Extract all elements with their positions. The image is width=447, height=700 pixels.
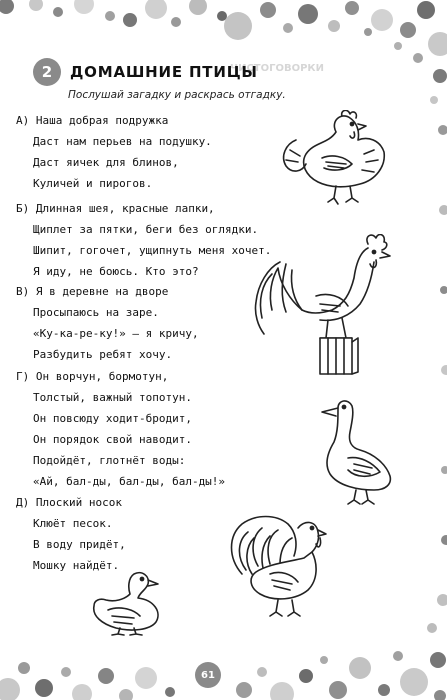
riddle-line: Толстый, важный топотун. (33, 391, 192, 404)
riddle-label: В) (16, 285, 30, 298)
riddle-line: Даст яичек для блинов, (33, 156, 179, 169)
riddle-label: Г) (16, 370, 30, 383)
section-header (33, 58, 258, 86)
riddle-line: А) Наша добрая подружка (16, 114, 169, 127)
riddle-d (16, 492, 126, 576)
riddle-line: Разбудить ребят хочу. (33, 348, 173, 361)
riddle-line: Подойдёт, глотнёт воды: (33, 454, 186, 467)
riddle-line: В) Я в деревне на дворе (16, 285, 169, 298)
section-title: ДОМАШНИЕ ПТИЦЫ (70, 63, 258, 81)
bleed-through-text: ЧИСТОГОВОРКИ (230, 63, 324, 74)
riddle-line: Он повсюду ходит-бродит, (33, 412, 192, 425)
riddle-line: Г) Он ворчун, бормотун, (16, 370, 169, 383)
hen-icon (276, 110, 388, 206)
riddle-a (16, 110, 212, 194)
instruction-text: Послушай загадку и раскрась отгадку. (68, 89, 286, 101)
turkey-icon (222, 514, 340, 620)
riddle-g (16, 366, 225, 492)
riddle-line: Я иду, не боюсь. Кто это? (33, 265, 199, 278)
riddle-line: Мошку найдёт. (33, 559, 120, 572)
riddle-line: Даст нам перьев на подушку. (33, 135, 212, 148)
riddle-label: Б) (16, 202, 30, 215)
riddle-label: Д) (16, 496, 30, 509)
duck-icon (84, 568, 162, 636)
riddle-b (16, 198, 271, 282)
page-number: 61 (195, 662, 221, 688)
riddle-v (16, 281, 199, 365)
riddle-line: Шипит, гогочет, ущипнуть меня хочет. (33, 244, 272, 257)
riddle-line: Д) Плоский носок (16, 496, 122, 509)
riddle-line: Щиплет за пятки, беги без оглядки. (33, 223, 259, 236)
riddle-line: Куличей и пирогов. (33, 177, 153, 190)
riddle-line: Просыпаюсь на заре. (33, 306, 159, 319)
rooster-icon (250, 234, 392, 378)
riddle-label: А) (16, 114, 30, 127)
riddle-line: В воду придёт, (33, 538, 126, 551)
riddle-line: Клюёт песок. (33, 517, 113, 530)
riddle-line: Он порядок свой наводит. (33, 433, 192, 446)
riddle-line: Б) Длинная шея, красные лапки, (16, 202, 215, 215)
goose-icon (308, 398, 396, 506)
riddle-line: «Ку-ка-ре-ку!» — я кричу, (33, 327, 199, 340)
section-number-badge: 2 (33, 58, 61, 86)
riddle-line: «Ай, бал-ды, бал-ды, бал-ды!» (33, 475, 226, 488)
